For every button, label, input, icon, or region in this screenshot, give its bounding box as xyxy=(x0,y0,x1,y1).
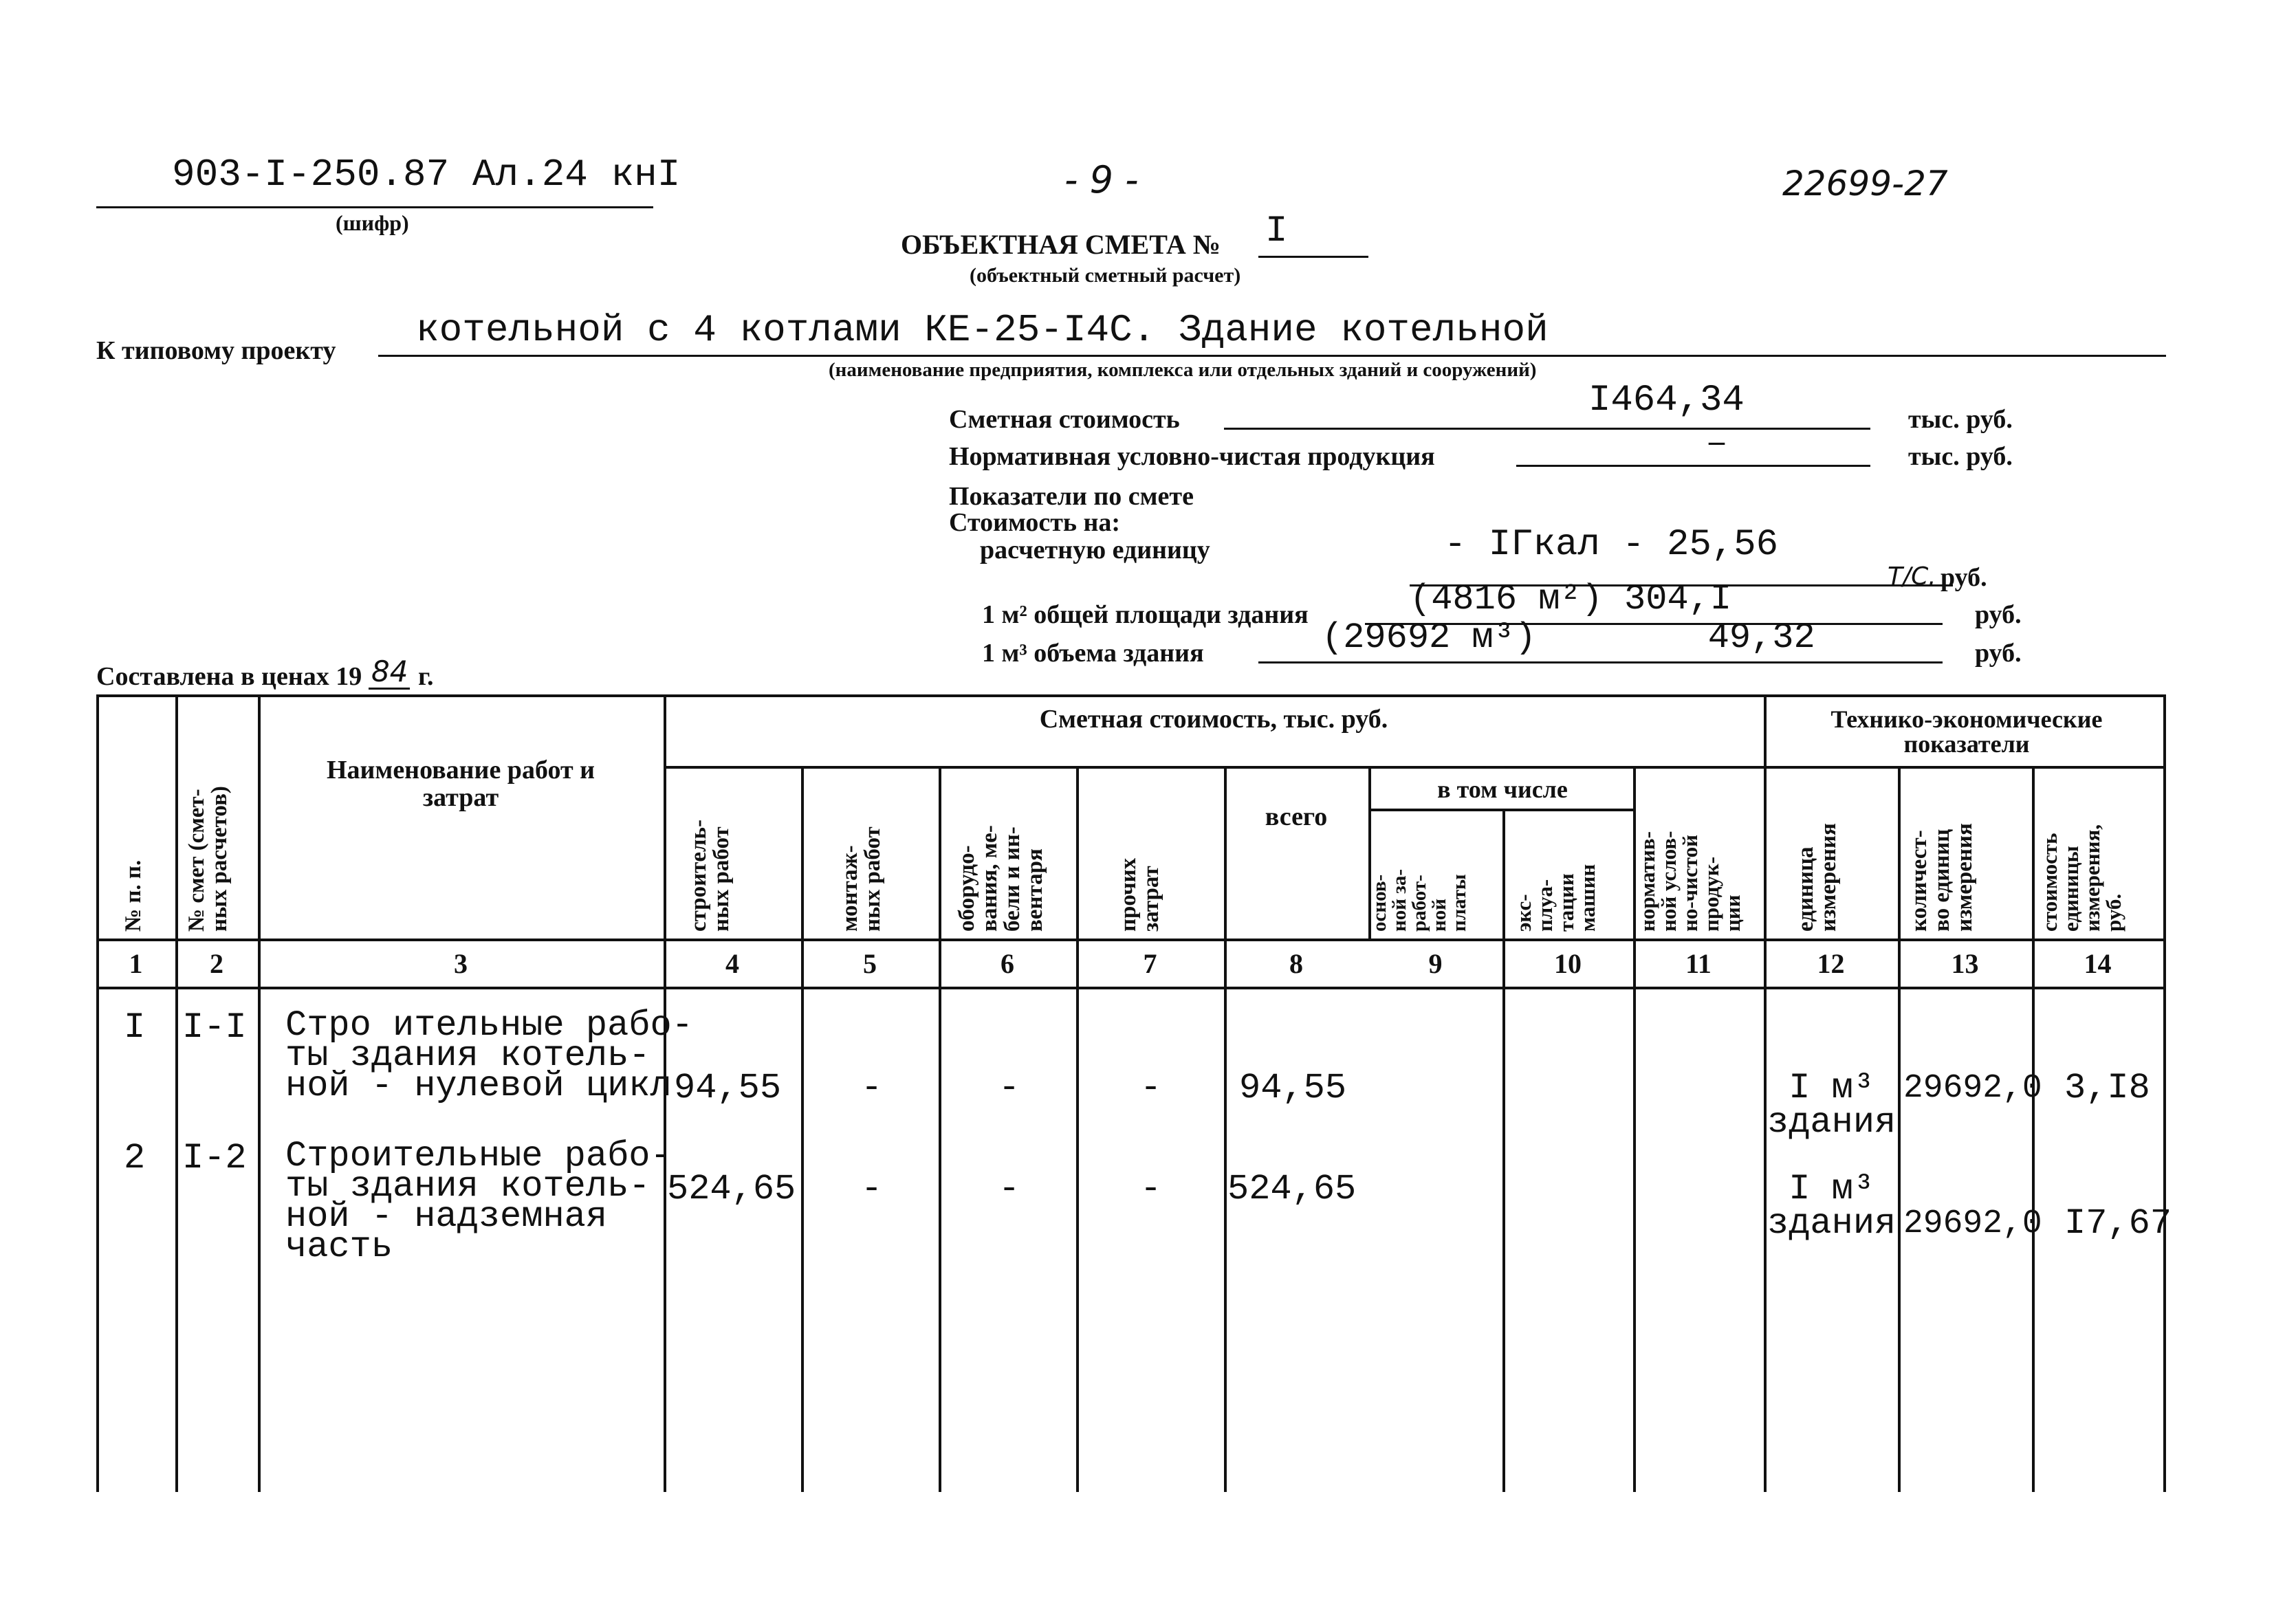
row-equip: - xyxy=(998,1068,1020,1108)
project-label: К типовому проекту xyxy=(96,336,336,365)
col-number: 11 xyxy=(1685,948,1712,979)
col-line-0 xyxy=(96,694,99,1492)
document-number: 22699-27 xyxy=(1782,164,1948,204)
project-underline xyxy=(378,355,2166,357)
row-number: I xyxy=(124,1007,146,1048)
col-header-7: прочих затрат xyxy=(1116,857,1163,932)
cost-per-label: Стоимость на: xyxy=(949,508,1121,537)
prices-year-underline xyxy=(369,688,410,690)
code-caption: (шифр) xyxy=(336,210,409,235)
col-number: 10 xyxy=(1554,948,1582,979)
unit-unit-handwritten: Т/С. xyxy=(1888,562,1936,591)
col-line-6 xyxy=(1076,766,1079,1492)
col-line-12 xyxy=(1898,766,1901,1492)
cost-underline xyxy=(1224,428,1870,430)
col-number: 4 xyxy=(725,948,739,979)
cost-value: I464,34 xyxy=(1588,380,1745,421)
row-number: 2 xyxy=(124,1138,146,1178)
row-build: 524,65 xyxy=(667,1169,796,1209)
col-header-5: монтаж- ных работ xyxy=(838,826,885,932)
prices-year: 84 xyxy=(371,655,408,688)
area-value: (4816 м²) 304,I xyxy=(1410,579,1732,619)
col-header-6: оборудо- вания, ме- бели и ин- вентаря xyxy=(954,825,1047,932)
row-build: 94,55 xyxy=(674,1068,782,1108)
project-value: котельной с 4 котлами КЕ-25-I4С. Здание котельной xyxy=(416,308,1549,352)
cost-unit: тыс. руб. xyxy=(1908,405,2013,434)
row-equip: - xyxy=(998,1169,1020,1209)
row-unit-cost: I7,67 xyxy=(2064,1203,2172,1244)
col-line-7 xyxy=(1224,766,1227,1492)
row-other: - xyxy=(1140,1169,1162,1209)
table-top-border xyxy=(96,694,2166,697)
col-line-14 xyxy=(2163,694,2166,1492)
code-underline xyxy=(96,206,653,208)
row-other: - xyxy=(1140,1068,1162,1108)
col-number: 1 xyxy=(129,948,143,979)
col-number: 8 xyxy=(1289,948,1303,979)
col-header-12: единица измерения xyxy=(1793,823,1841,932)
row-total: 524,65 xyxy=(1227,1169,1357,1209)
group-cost-header: Сметная стоимость, тыс. руб. xyxy=(1039,705,1388,734)
col-line-11 xyxy=(1764,694,1767,1492)
row-unit: I м³ здания xyxy=(1767,1068,1896,1143)
col-number: 5 xyxy=(863,948,877,979)
estimate-title: ОБЪЕКТНАЯ СМЕТА № xyxy=(901,229,1221,260)
prices-suffix: г. xyxy=(418,662,434,691)
group-header-divider xyxy=(664,766,2166,769)
cost-label: Сметная стоимость xyxy=(949,405,1180,434)
col-number: 14 xyxy=(2084,948,2112,979)
row-mount: - xyxy=(861,1169,883,1209)
normative-value: – xyxy=(1709,423,1725,458)
estimate-table xyxy=(96,694,2172,1492)
prices-prefix: Составлена в ценах 19 xyxy=(96,662,362,691)
normative-underline xyxy=(1516,465,1870,467)
unit-unit: руб. xyxy=(1940,563,1987,592)
row-smeta: I-I xyxy=(182,1007,247,1048)
col-header-1: № п. п. xyxy=(121,859,146,932)
row-smeta: I-2 xyxy=(182,1138,247,1178)
col-number: 6 xyxy=(1001,948,1014,979)
col-line-5 xyxy=(939,766,941,1492)
volume-underline xyxy=(1258,661,1943,663)
col-line-9 xyxy=(1502,809,1505,1492)
estimate-number-underline xyxy=(1258,256,1368,258)
row-mount: - xyxy=(861,1068,883,1108)
col-number: 9 xyxy=(1428,948,1443,979)
col-line-1 xyxy=(175,694,178,1492)
normative-label: Нормативная условно-чистая продукция xyxy=(949,442,1435,471)
unit-label: расчетную единицу xyxy=(980,536,1210,564)
col-number: 13 xyxy=(1951,948,1979,979)
col-header-10: экс- плуа- тации машин xyxy=(1511,864,1599,932)
col-name-header: Наименование работ и затрат xyxy=(326,756,595,812)
volume-unit: руб. xyxy=(1975,639,2022,668)
header-bottom-border xyxy=(96,939,2166,941)
row-total: 94,55 xyxy=(1239,1068,1347,1108)
volume-label: 1 м³ объема здания xyxy=(982,639,1204,668)
col-header-9: основ- ной за- работ- ной платы xyxy=(1368,869,1470,932)
row-name: Стро ительные рабо- ты здания котель- ной - нулевой цикл xyxy=(285,1005,693,1106)
row-qty: 29692,0 xyxy=(1903,1205,2042,1242)
page-number: - 9 - xyxy=(1064,158,1139,201)
col-line-4 xyxy=(801,766,804,1492)
col-header-14: стоимость единицы измерения, руб. xyxy=(2037,824,2125,932)
unit-value: - IГкал - 25,56 xyxy=(1444,524,1779,566)
col-total-header: всего xyxy=(1265,802,1328,831)
col-header-2: № смет (смет- ных расчетов) xyxy=(184,786,232,932)
col-header-11: норматив- ной услов- но-чистой продук- ции xyxy=(1635,831,1745,932)
area-label: 1 м² общей площади здания xyxy=(982,600,1309,629)
group-tech-header: Технико-экономические показатели xyxy=(1830,705,2103,758)
area-unit: руб. xyxy=(1975,600,2022,629)
col-header-13: количест- во единиц измерения xyxy=(1907,823,1977,932)
project-caption: (наименование предприятия, комплекса или отдельных зданий и сооружений) xyxy=(829,359,1537,381)
normative-unit: тыс. руб. xyxy=(1908,442,2013,471)
col-line-2 xyxy=(258,694,261,1492)
estimate-number: I xyxy=(1265,210,1288,252)
document-code: 903-I-250.87 Ал.24 кнI xyxy=(172,153,681,197)
indicators-label: Показатели по смете xyxy=(949,482,1194,511)
col-line-13 xyxy=(2032,766,2035,1492)
row-name: Строительные рабо- ты здания котель- ной - надземная часть xyxy=(285,1136,672,1267)
row-unit: I м³ здания xyxy=(1767,1169,1896,1244)
group-incl-header: в том числе xyxy=(1437,776,1568,803)
col-number: 7 xyxy=(1143,948,1157,979)
estimate-subtitle: (объектный сметный расчет) xyxy=(970,264,1241,287)
incl-header-divider xyxy=(1368,809,1633,811)
volume-value: (29692 м³) 49,32 xyxy=(1322,617,1815,658)
numbers-bottom-border xyxy=(96,987,2166,989)
col-number: 3 xyxy=(454,948,468,979)
row-unit-cost: 3,I8 xyxy=(2064,1068,2150,1108)
row-qty: 29692,0 xyxy=(1903,1070,2042,1107)
col-header-4: строитель- ных работ xyxy=(686,820,734,932)
col-number: 2 xyxy=(210,948,223,979)
col-number: 12 xyxy=(1817,948,1845,979)
